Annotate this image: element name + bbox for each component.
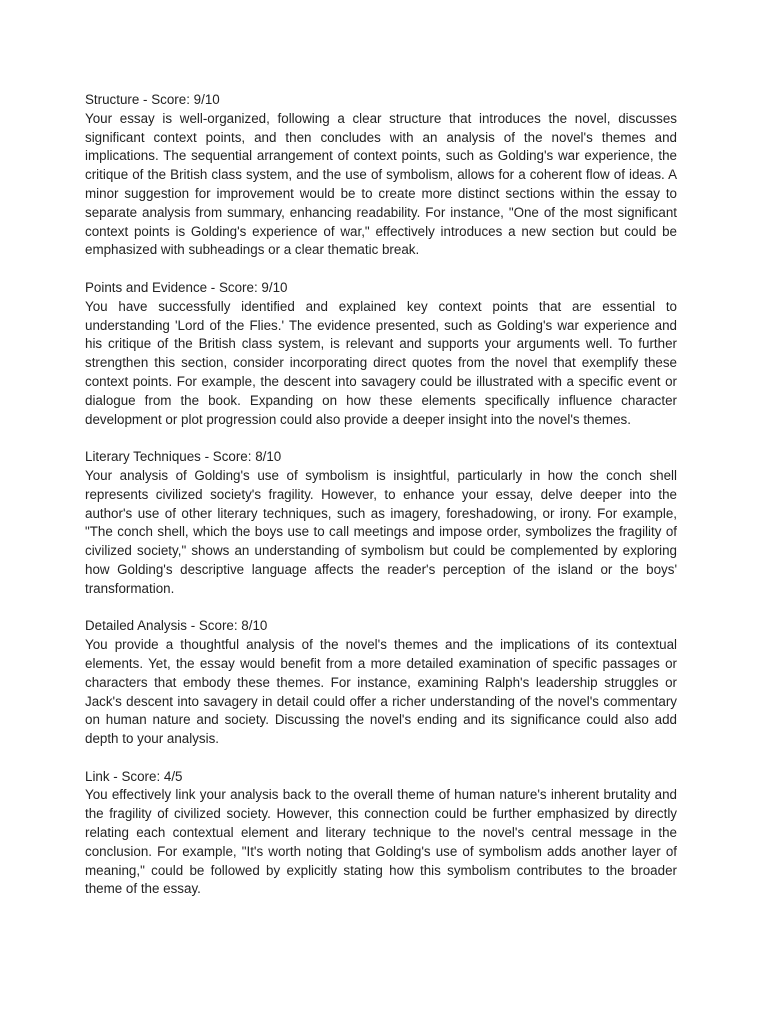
section-points-and-evidence	[85, 279, 677, 429]
section-heading-literary-techniques: Literary Techniques - Score: 8/10	[85, 449, 282, 465]
section-heading-points-and-evidence: Points and Evidence - Score: 9/10	[85, 279, 288, 295]
section-detailed-analysis	[85, 617, 677, 749]
section-structure	[85, 91, 677, 260]
section-body-points-and-evidence: You have successfully identified and explained key context points that are essential to understanding 'Lord of the Flies.' The evidence presented, such as Golding's war experience and his critique of the British class system, is relevant and supports your arguments well. To further strengthen this section, consider incorporating direct quotes from the novel that exemplify these context points. For example, the descent into savagery could be illustrated with a specific event or dialogue from the book. Expanding on how these elements specifically influence character development or plot progression could also provide a deeper insight into the novel's themes.	[85, 298, 677, 427]
section-heading-structure: Structure - Score: 9/10	[85, 92, 220, 107]
section-body-literary-techniques: Your analysis of Golding's use of symbolism is insightful, particularly in how the conch shell represents civilized society's fragility. However, to enhance your essay, delve deeper into the author's use of other literary techniques, such as imagery, foreshadowing, or irony. For example, "The conch shell, which the boys use to call meetings and impose order, symbolizes the fragility of civilized society," shows an understanding of symbolism but could be complemented by exploring how Golding's descriptive language affects the reader's perception of the island or the boys' transformation.	[85, 467, 677, 596]
section-body-structure: Your essay is well-organized, following a clear structure that introduces the novel, discusses significant context points, and then concludes with an analysis of the novel's themes and implications. The sequential arrangement of context points, such as Golding's war experience, the critique of the British class system, and the use of symbolism, allows for a coherent flow of ideas. A minor suggestion for improvement would be to create more distinct sections within the essay to separate analysis from summary, enhancing readability. For instance, "One of the most significant context points is Golding's experience of war," effectively introduces a new section but could be emphasized with subheadings or a clear thematic break.	[85, 110, 677, 258]
section-heading-detailed-analysis: Detailed Analysis - Score: 8/10	[85, 618, 268, 634]
section-body-link: You effectively link your analysis back to the overall theme of human nature's inherent brutality and the fragility of civilized society. However, this connection could be further emphasized by directly relating each contextual element and literary technique to the novel's central message in the conclusion. For example, "It's worth noting that Golding's use of symbolism adds another layer of meaning," could be followed by explicitly stating how this symbolism contributes to the broader theme of the essay.	[85, 787, 677, 897]
section-link	[85, 768, 677, 900]
feedback-document	[85, 91, 677, 918]
section-heading-link: Link - Score: 4/5	[85, 768, 183, 784]
section-body-detailed-analysis: You provide a thoughtful analysis of the novel's themes and the implications of its contextual elements. Yet, the essay would benefit from a more detailed examination of specific passages or characters that embody these themes. For instance, examining Ralph's leadership struggles or Jack's descent into savagery in detail could offer a richer understanding of the novel's commentary on human nature and society. Discussing the novel's ending and its significance could also add depth to your analysis.	[85, 637, 677, 747]
section-literary-techniques	[85, 448, 677, 598]
